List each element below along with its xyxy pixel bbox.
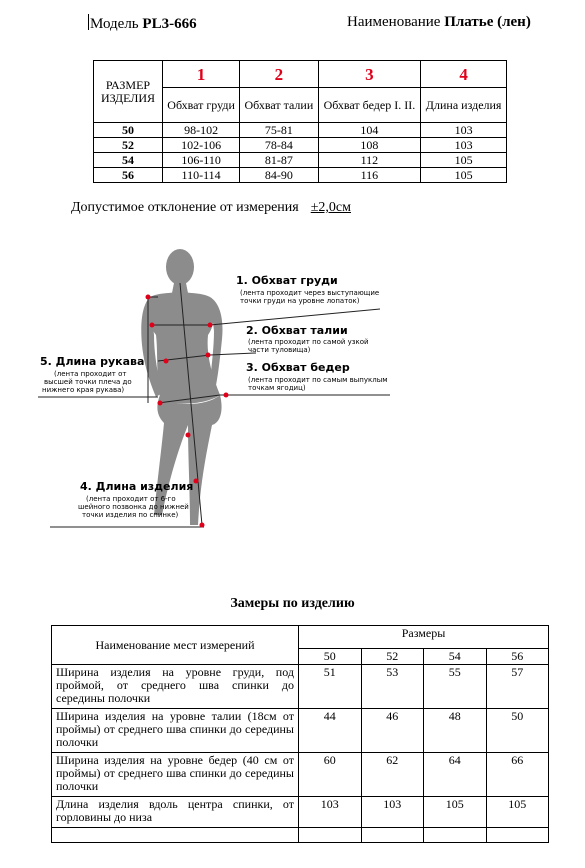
table-row [52,709,549,753]
measure-value: 48 [424,709,487,753]
value-cell: 112 [318,153,421,168]
measure-value: 53 [361,665,424,709]
measure-value: 66 [486,753,549,797]
empty-cell [299,828,362,843]
measure-label: Ширина изделия на уровне груди, под проймой, от среднего шва спинки до середины полочки [52,665,299,709]
value-cell: 106-110 [163,153,240,168]
empty-cell [486,828,549,843]
measure-length-note: (лента проходит от 6-го [86,495,176,503]
model-header [88,14,197,33]
table-row [52,828,549,843]
measure-sleeve-note: высшей точки плеча до [44,378,132,386]
measure-hips-title: 3. Обхват бедер [246,361,350,374]
col-label-waist: Обхват талии [240,88,318,123]
col-label-hips: Обхват бедер I. II. [318,88,421,123]
measure-value: 50 [486,709,549,753]
table-row [94,168,507,183]
table-row [52,753,549,797]
value-cell: 103 [421,138,507,153]
product-name-header [347,14,531,31]
measure-value: 57 [486,665,549,709]
measure-chest-note: точки груди на уровне лопаток) [240,297,360,305]
name-value: Платье (лен) [444,14,531,30]
value-cell: 98-102 [163,123,240,138]
measure-value: 103 [361,797,424,828]
table-row [52,797,549,828]
size-table [93,60,507,183]
measure-length-note: шейного позвонка до нижней [78,503,189,511]
measure-hips-note: (лента проходит по самым выпуклым [248,376,388,384]
measure-waist-note: части туловища) [248,346,311,354]
value-cell: 104 [318,123,421,138]
model-label: Модель [90,16,139,32]
measurement-figure [30,235,400,535]
measure-waist-title: 2. Обхват талии [246,324,348,337]
measure-label: Ширина изделия на уровне талии (18см от проймы) от среднего шва спинки до середины полочки [52,709,299,753]
measure-value: 103 [299,797,362,828]
col-number-3: 3 [318,61,421,88]
value-cell: 75-81 [240,123,318,138]
col-number-2: 2 [240,61,318,88]
tolerance-text: Допустимое отклонение от измерения [71,200,299,215]
value-cell: 102-106 [163,138,240,153]
measurements-table [51,625,549,843]
measure-value: 55 [424,665,487,709]
measure-length-title: 4. Длина изделия [80,480,194,493]
measure-value: 44 [299,709,362,753]
col-number-4: 4 [421,61,507,88]
measure-waist-note: (лента проходит по самой узкой [248,338,369,346]
col-number-1: 1 [163,61,240,88]
measure-length-note: точки изделия по спинке) [82,511,179,519]
measure-value: 46 [361,709,424,753]
empty-cell [361,828,424,843]
measure-label: Длина изделия вдоль центра спинки, от горловины до низа [52,797,299,828]
value-cell: 103 [421,123,507,138]
value-cell: 105 [421,153,507,168]
size-col-header: 52 [361,649,424,665]
empty-cell [52,828,299,843]
tolerance-value: ±2,0см [310,200,351,215]
measure-value: 51 [299,665,362,709]
table-row [94,153,507,168]
measure-value: 105 [424,797,487,828]
measurements-title: Замеры по изделию [230,596,355,611]
size-cell: 54 [94,153,163,168]
measure-value: 62 [361,753,424,797]
size-cell: 50 [94,123,163,138]
value-cell: 116 [318,168,421,183]
tolerance-note [71,200,351,216]
size-col-header: 56 [486,649,549,665]
name-header: Наименование мест измерений [52,626,299,665]
measure-hips-note: точкам ягодиц) [248,384,306,392]
name-label: Наименование [347,14,441,30]
text-cursor [88,14,89,30]
col-label-length: Длина изделия [421,88,507,123]
value-cell: 81-87 [240,153,318,168]
col-label-chest: Обхват груди [163,88,240,123]
table-row [94,123,507,138]
measure-value: 64 [424,753,487,797]
measure-sleeve-note: (лента проходит от [54,370,127,378]
size-col-header: 54 [424,649,487,665]
size-cell: 56 [94,168,163,183]
measure-value: 60 [299,753,362,797]
measure-value: 105 [486,797,549,828]
value-cell: 108 [318,138,421,153]
measure-sleeve-note: нижнего края рукава) [42,386,125,394]
size-cell: 52 [94,138,163,153]
empty-cell [424,828,487,843]
measure-chest-note: (лента проходит через выступающие [240,289,380,297]
table-row [94,138,507,153]
size-header: РАЗМЕР ИЗДЕЛИЯ [94,61,163,123]
size-col-header: 50 [299,649,362,665]
value-cell: 105 [421,168,507,183]
value-cell: 110-114 [163,168,240,183]
measure-label: Ширина изделия на уровне бедер (40 см от проймы) от среднего шва спинки до середины полочки [52,753,299,797]
value-cell: 78-84 [240,138,318,153]
sizes-header: Размеры [299,626,549,649]
measure-chest-title: 1. Обхват груди [236,274,338,287]
model-value: PL3-666 [142,16,197,32]
value-cell: 84-90 [240,168,318,183]
measure-sleeve-title: 5. Длина рукава [40,355,145,368]
table-row [52,665,549,709]
